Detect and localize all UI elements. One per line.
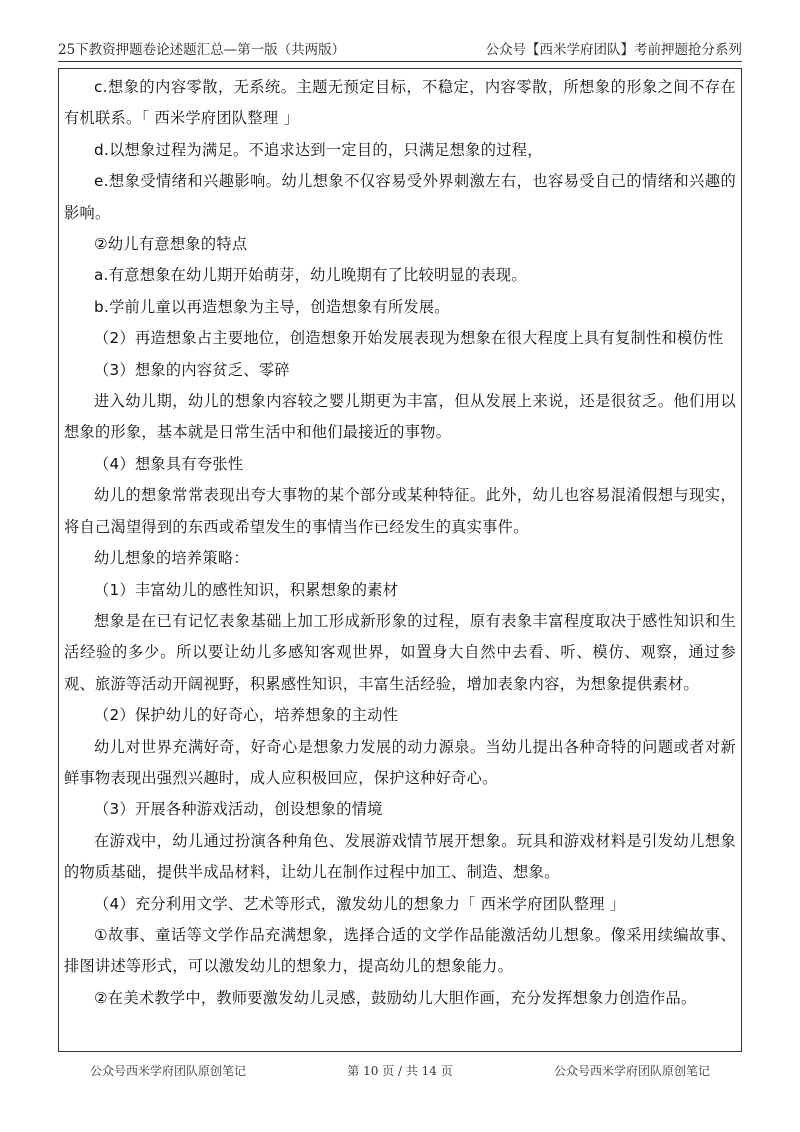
section-heading: （2）保护幼儿的好奇心，培养想象的主动性 bbox=[94, 706, 399, 725]
paragraph: 在游戏中，幼儿通过扮演各种角色、发展游戏情节展开想象。玩具和游戏材料是引发幼儿想象的物质基础，提供半成品材料，让幼儿在制作过程中加工、制造、想象。 bbox=[64, 831, 736, 882]
paragraph: 想象是在已有记忆表象基础上加工形成新形象的过程，原有表象丰富程度取决于感性知识和生活经验的多少。所以要让幼儿多感知客观世界，如置身大自然中去看、听、模仿、观察，通过参观、旅游等活动开阔视野，积累感性知识，丰富生活经验，增加表象内容，为想象提供素材。 bbox=[64, 611, 736, 693]
section-heading: （1）丰富幼儿的感性知识，积累想象的素材 bbox=[94, 580, 399, 599]
footer-left: 公众号西米学府团队原创笔记 bbox=[90, 1064, 247, 1078]
page-header bbox=[58, 36, 742, 62]
paragraph: 幼儿的想象常常表现出夸大事物的某个部分或某种特征。此外，幼儿也容易混淆假想与现实，将自己渴望得到的东西或希望发生的事情当作已经发生的真实事件。 bbox=[64, 486, 736, 536]
paragraph: 幼儿对世界充满好奇，好奇心是想象力发展的动力源泉。当幼儿提出各种奇特的问题或者对新鲜事物表现出强烈兴趣时，成人应积极回应，保护这种好奇心。 bbox=[64, 737, 736, 787]
paragraph: a.有意想象在幼儿期开始萌芽，幼儿晚期有了比较明显的表现。 bbox=[94, 266, 527, 285]
header-left-title: 25下教资押题卷论述题汇总—第一版（共两版） bbox=[58, 42, 346, 58]
section-heading: ②幼儿有意想象的特点 bbox=[94, 235, 248, 254]
section-heading: （3）开展各种游戏活动，创设想象的情境 bbox=[94, 800, 383, 819]
paragraph: c.想象的内容零散，无系统。主题无预定目标，不稳定，内容零散，所想象的形象之间不存在有机联系。「 西米学府团队整理 」 bbox=[64, 78, 736, 128]
paragraph: d.以想象过程为满足。不追求达到一定目的，只满足想象的过程， bbox=[94, 140, 543, 159]
paragraph: 进入幼儿期，幼儿的想象内容较之婴儿期更为丰富，但从发展上来说，还是很贫乏。他们用以想象的形象，基本就是日常生活中和他们最接近的事物。 bbox=[64, 392, 736, 442]
header-right-title: 公众号【西米学府团队】考前押题抢分系列 bbox=[485, 42, 742, 58]
paragraph: e.想象受情绪和兴趣影响。幼儿想象不仅容易受外界刺激左右，也容易受自己的情绪和兴趣的影响。 bbox=[64, 172, 736, 222]
page-number: 第 10 页 / 共 14 页 bbox=[347, 1064, 453, 1078]
page-footer bbox=[90, 1062, 710, 1079]
footer-right: 公众号西米学府团队原创笔记 bbox=[553, 1064, 710, 1078]
paragraph: ①故事、童话等文学作品充满想象，选择合适的文学作品能激活幼儿想象。像采用续编故事、排图讲述等形式，可以激发幼儿的想象力，提高幼儿的想象能力。 bbox=[64, 925, 736, 976]
section-heading: （3）想象的内容贫乏、零碎 bbox=[94, 360, 290, 379]
document-body bbox=[64, 72, 736, 1014]
section-heading: （4）想象具有夸张性 bbox=[94, 454, 244, 473]
section-heading: 幼儿想象的培养策略： bbox=[94, 549, 249, 568]
section-heading: （2）再造想象占主要地位，创造想象开始发展表现为想象在很大程度上具有复制性和模仿性 bbox=[94, 329, 724, 348]
paragraph: ②在美术教学中，教师要激发幼儿灵感，鼓励幼儿大胆作画，充分发挥想象力创造作品。 bbox=[94, 988, 697, 1007]
section-heading: （4）充分利用文学、艺术等形式，激发幼儿的想象力「 西米学府团队整理 」 bbox=[94, 894, 626, 913]
paragraph: b.学前儿童以再造想象为主导，创造想象有所发展。 bbox=[94, 297, 450, 316]
